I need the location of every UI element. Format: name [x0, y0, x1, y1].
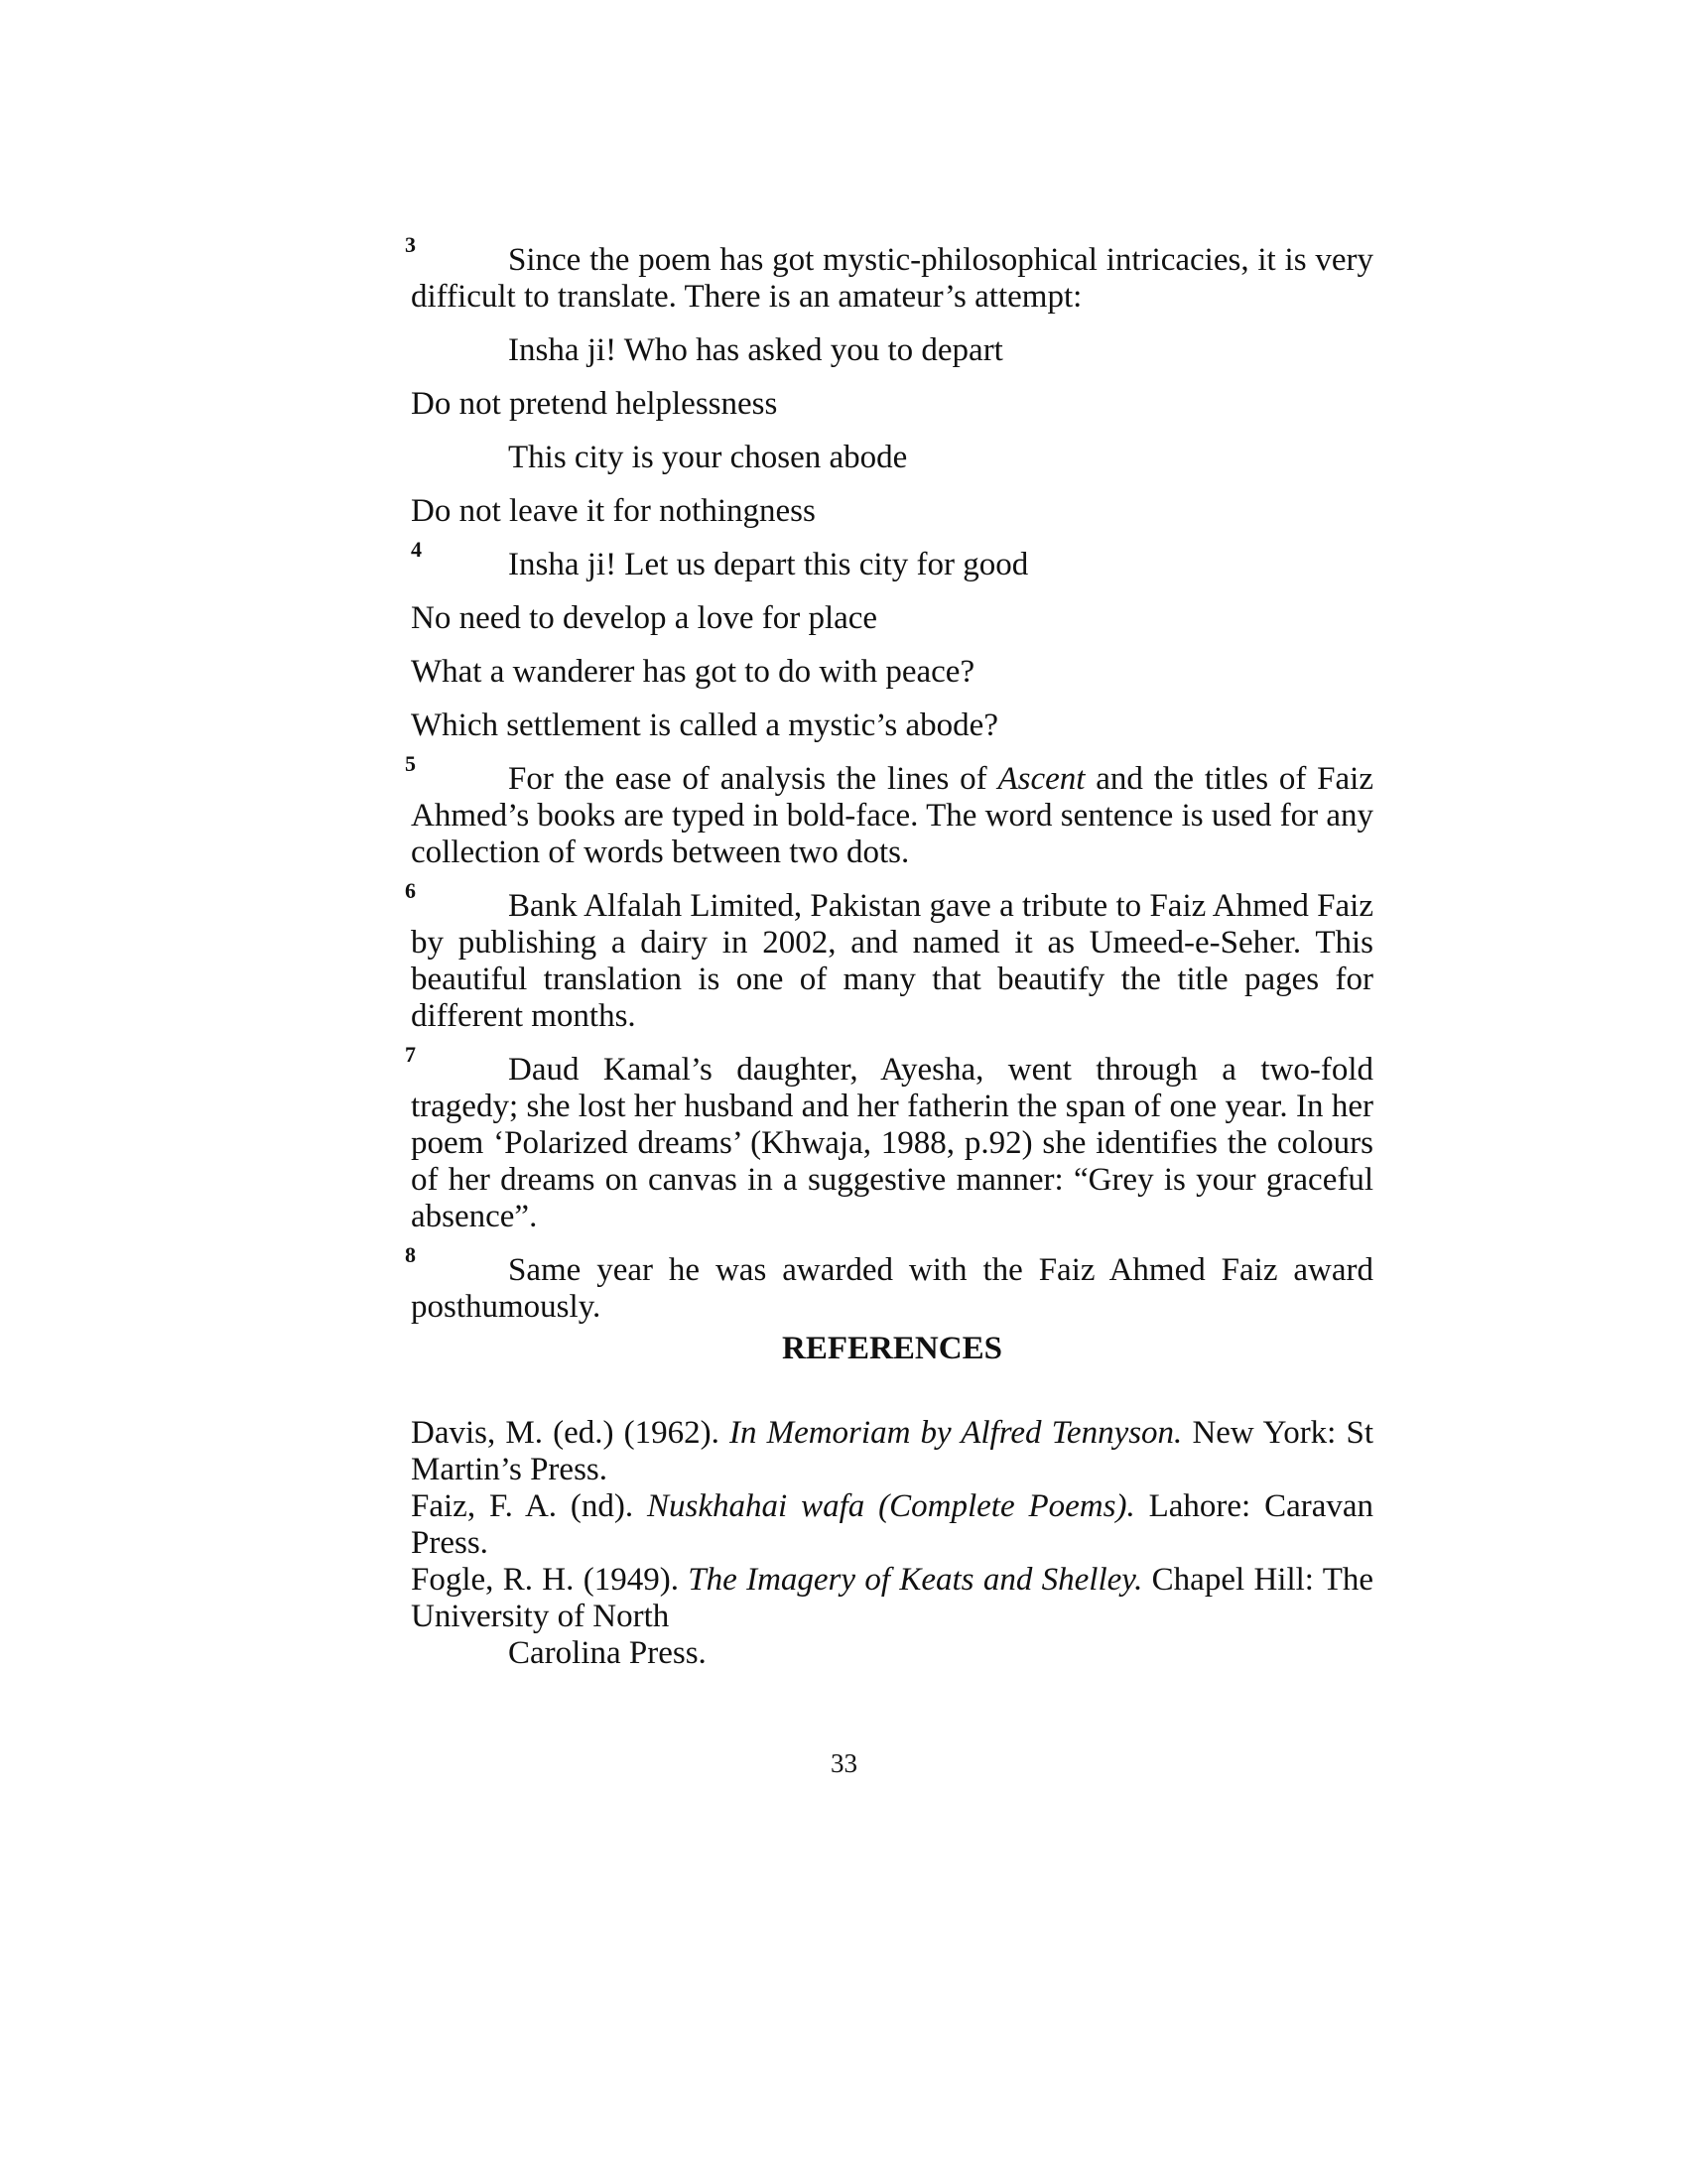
references-heading: REFERENCES	[782, 1331, 1002, 1366]
reference-publisher: Lahore: Caravan Press.	[411, 1488, 1374, 1561]
reference-entry	[411, 1562, 1373, 1672]
footnote-text: For the ease of analysis the lines of	[508, 761, 998, 797]
footnote-number: 8	[405, 1242, 416, 1267]
footnote-5	[405, 751, 1373, 871]
reference-title: In Memoriam by Alfred Tennyson.	[728, 1415, 1183, 1451]
verse-line: No need to develop a love for place	[411, 600, 878, 636]
reference-title: Nuskhahai wafa (Complete Poems).	[647, 1488, 1135, 1524]
verse-line: This city is your chosen abode	[508, 440, 908, 475]
footnote-text: Since the poem has got mystic-philosophical intricacies, it is very difficult to translate. There is an amateur’s attempt:	[411, 242, 1373, 315]
footnote-text: and the titles of Faiz Ahmed’s books are typed in bold-face. The word sentence is used for any collection of words between two dots.	[411, 761, 1373, 870]
footnote-6	[405, 878, 1373, 1035]
verse-line: What a wanderer has got to do with peace?	[411, 654, 975, 690]
reference-entry	[411, 1488, 1373, 1562]
verse-line: Do not leave it for nothingness	[411, 493, 816, 529]
verse-line: Do not pretend helplessness	[411, 386, 778, 422]
page-number: 33	[831, 1748, 857, 1778]
reference-entry	[411, 1415, 1373, 1488]
footnote-number: 6	[405, 878, 416, 903]
reference-publisher: Chapel Hill: The University of North	[411, 1562, 1373, 1634]
footnote-text: Same year he was awarded with the Faiz Ahmed Faiz award posthumously.	[411, 1252, 1373, 1325]
footnote-4	[411, 537, 1373, 583]
footnote-number: 3	[405, 232, 416, 257]
page-content	[405, 232, 1374, 1672]
footnote-number: 5	[405, 751, 416, 776]
footnote-8	[405, 1242, 1373, 1326]
verse-line: Insha ji! Who has asked you to depart	[508, 332, 1003, 368]
reference-author: Faiz, F. A. (nd).	[411, 1488, 648, 1524]
reference-author: Davis, M. (ed.) (1962).	[411, 1415, 729, 1451]
footnote-text: Bank Alfalah Limited, Pakistan gave a tribute to Faiz Ahmed Faiz by publishing a dairy in 2002, and named it as Umeed-e-Seher. This beautiful translation is one of many that beautify the title pages for different months.	[411, 888, 1373, 1034]
footnote-number: 4	[411, 537, 422, 562]
footnote-7	[405, 1042, 1373, 1235]
italic-term: Ascent	[997, 761, 1086, 797]
footnote-3	[405, 232, 1373, 316]
reference-publisher: New York: St Martin’s Press.	[411, 1415, 1373, 1487]
reference-author: Fogle, R. H. (1949).	[411, 1562, 689, 1598]
verse-line: Insha ji! Let us depart this city for good	[508, 547, 1029, 582]
footnote-number: 7	[405, 1042, 416, 1067]
reference-continuation: Carolina Press.	[508, 1635, 707, 1671]
footnote-text: Daud Kamal’s daughter, Ayesha, went through a two-fold tragedy; she lost her husband and her fatherin the span of one year. In her poem ‘Polarized dreams’ (Khwaja, 1988, p.92) she identifies the colours of her dreams on canvas in a suggestive manner: “Grey is your graceful absence”.	[411, 1052, 1373, 1234]
reference-title: The Imagery of Keats and Shelley.	[688, 1562, 1143, 1598]
verse-line: Which settlement is called a mystic’s abode?	[411, 707, 998, 743]
